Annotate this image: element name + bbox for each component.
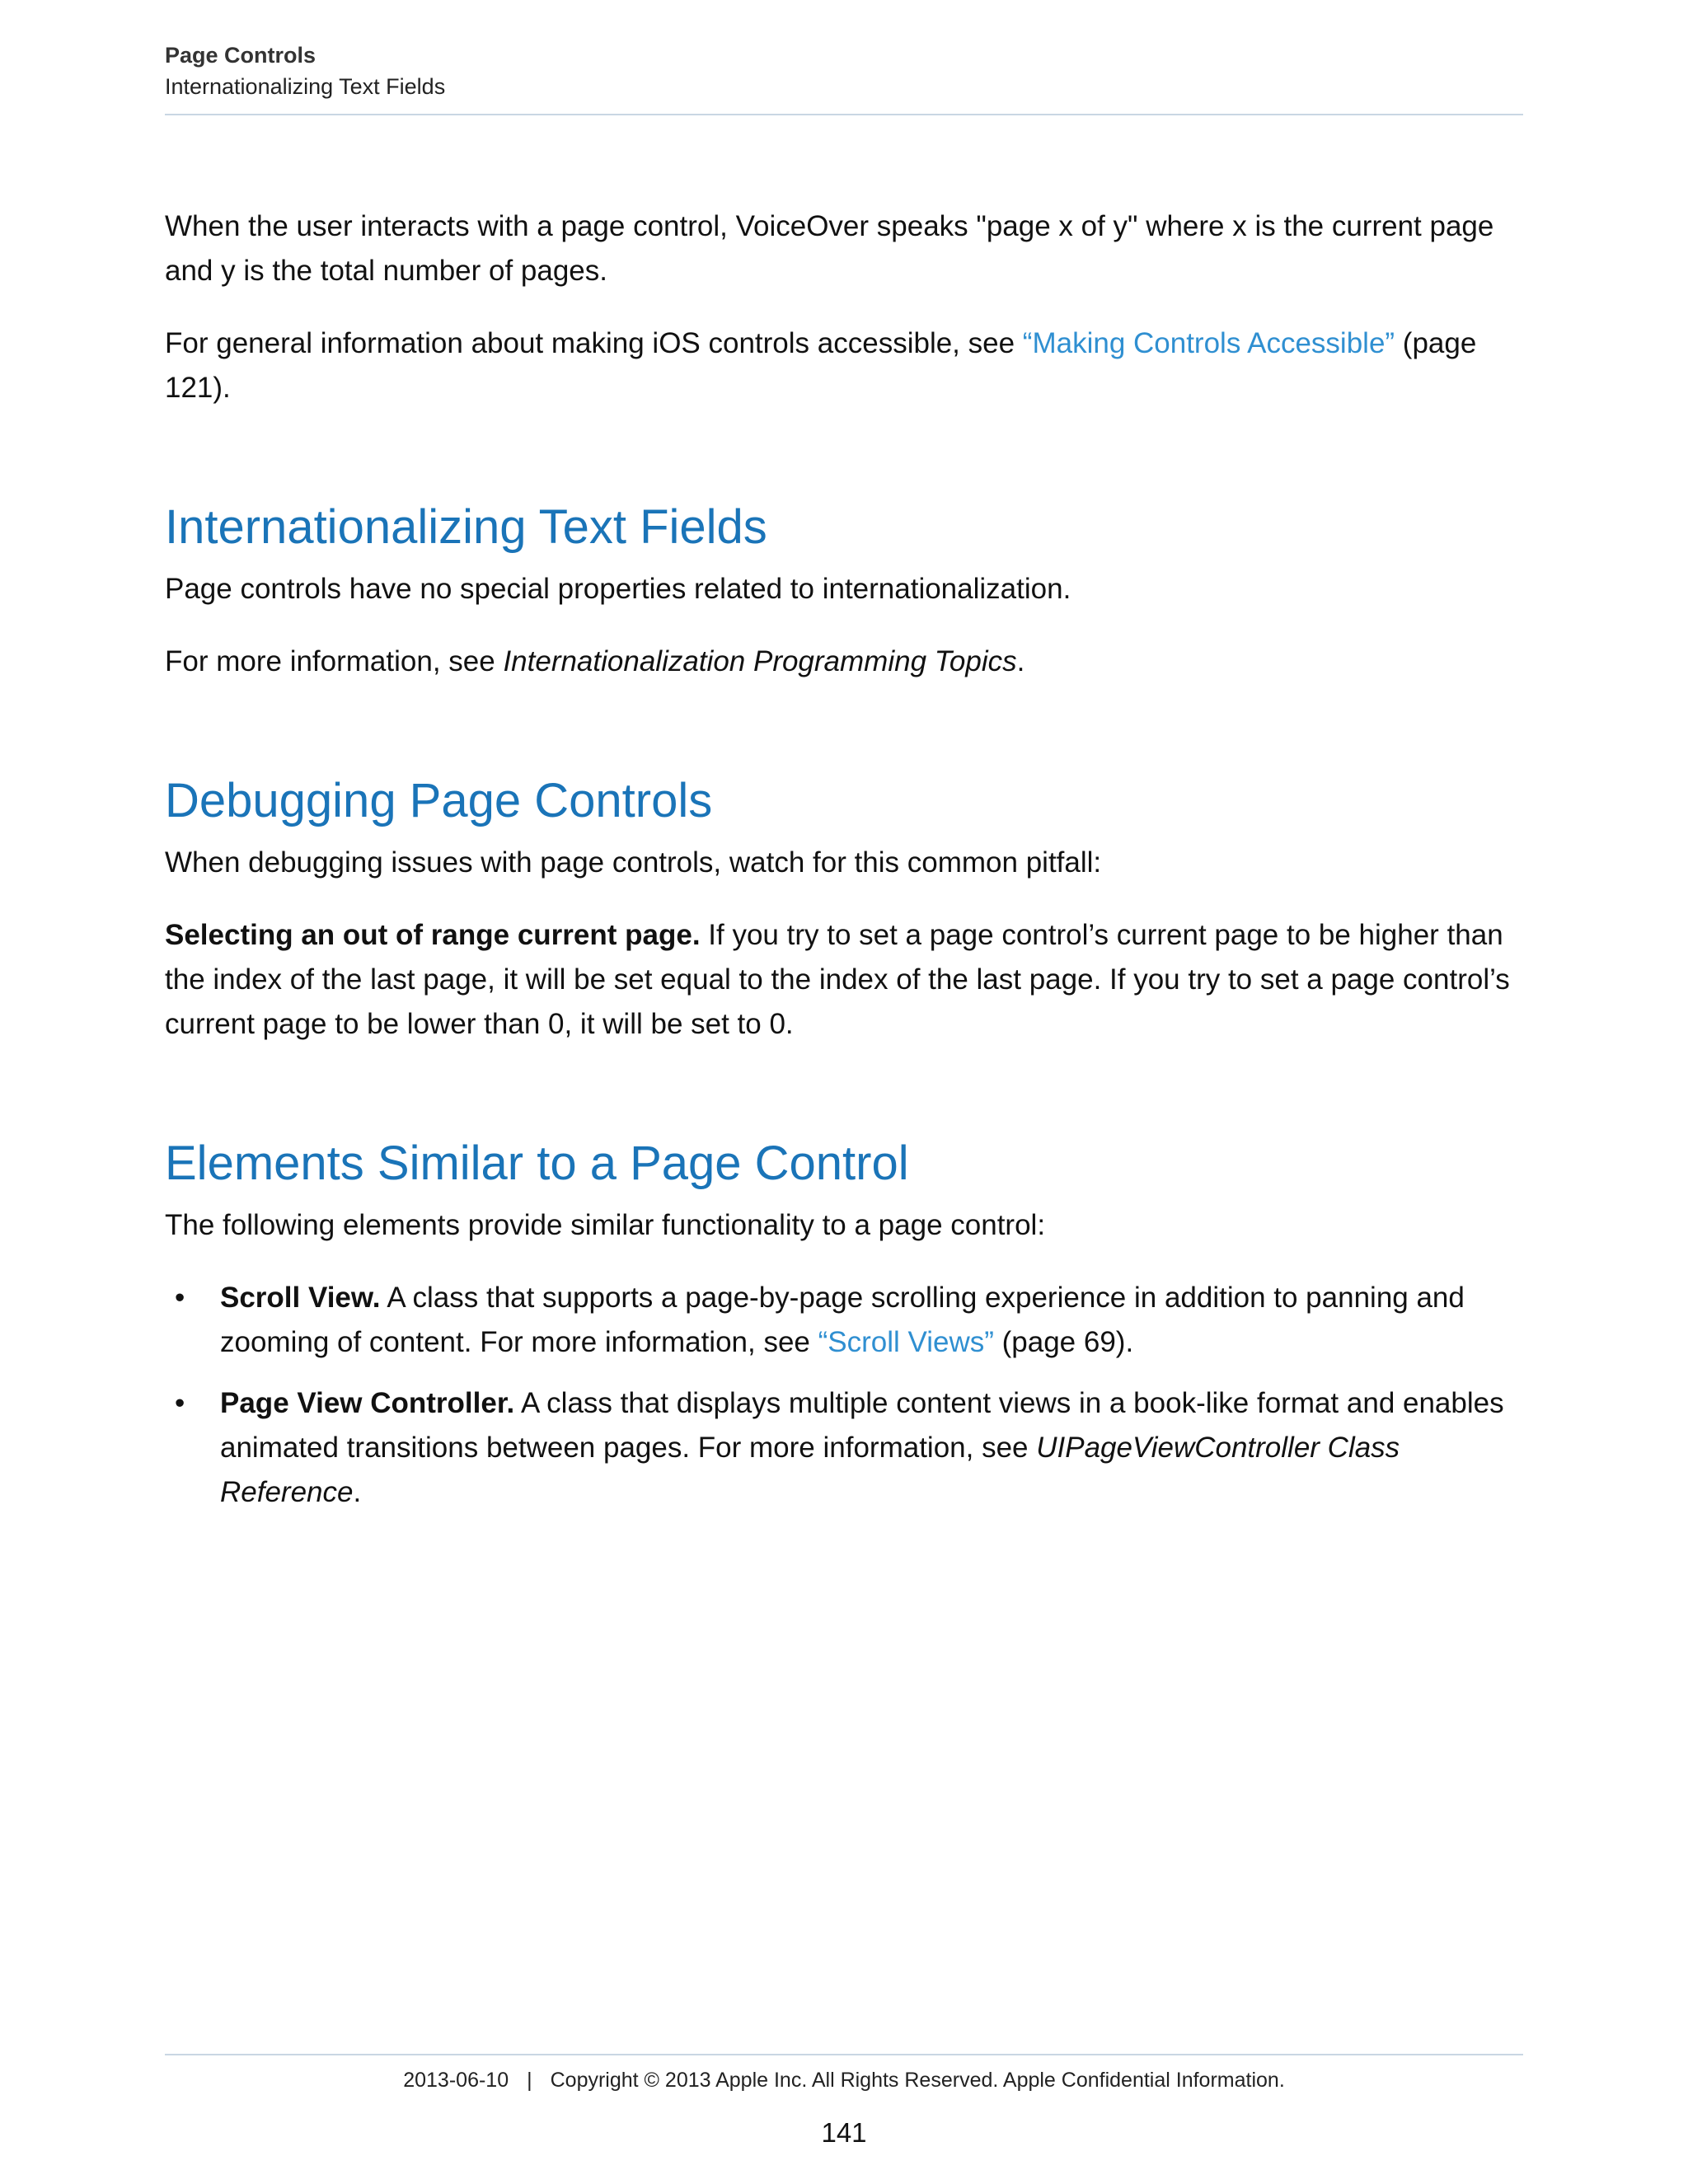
page-view-controller-text: A class that displays multiple content views in a book-like format and enables animated transitions between pages. For more information, see — [220, 1387, 1504, 1464]
more-info-period: . — [1016, 645, 1025, 677]
bullet-icon: • — [175, 1282, 185, 1314]
section-debugging — [165, 771, 1523, 1047]
section-internationalizing — [165, 498, 1523, 684]
scroll-views-link[interactable]: “Scroll Views” — [818, 1326, 994, 1358]
footer-separator: | — [527, 2069, 532, 2092]
internationalizing-heading: Internationalizing Text Fields — [165, 500, 767, 554]
scroll-view-text: A class that supports a page-by-page scrolling experience in addition to panning and zooming of content. For more information, see — [220, 1282, 1465, 1358]
internationalizing-paragraph: Page controls have no special properties related to internationalization. — [165, 573, 1071, 605]
intro-text-before-link: For general information about making iOS controls accessible, see — [165, 327, 1023, 359]
list-item-scroll-view — [165, 1276, 1523, 1365]
section-similar-elements — [165, 1134, 1523, 1515]
making-controls-accessible-link[interactable]: “Making Controls Accessible” — [1022, 327, 1395, 359]
intro-paragraph-accessibility — [165, 321, 1523, 410]
page-header — [165, 40, 1523, 102]
page-number: 141 — [821, 2117, 867, 2148]
similar-elements-list — [165, 1276, 1523, 1515]
more-info-text: For more information, see — [165, 645, 504, 677]
similar-elements-heading: Elements Similar to a Page Control — [165, 1137, 909, 1190]
header-chapter-title: Page Controls — [165, 43, 316, 68]
scroll-view-title: Scroll View. — [220, 1282, 381, 1314]
page-view-controller-title: Page View Controller. — [220, 1387, 515, 1419]
debugging-intro: When debugging issues with page controls, watch for this common pitfall: — [165, 846, 1102, 879]
bullet-icon: • — [175, 1387, 185, 1419]
intro-text-after-link: (page 121). — [165, 327, 1477, 404]
debugging-pitfall — [165, 913, 1523, 1047]
footer — [165, 2065, 1523, 2095]
pitfall-text: If you try to set a page control’s current page to be higher than the index of the last page, it will be set equal to the index of the last page. If you try to set a page control’s current page to be lower than 0, it will be set to 0. — [165, 919, 1510, 1040]
footer-divider — [165, 2054, 1523, 2055]
uipageviewcontroller-reference-title: UIPageViewController Class Reference — [220, 1432, 1400, 1508]
page-content — [165, 204, 1523, 1531]
page-view-controller-period: . — [353, 1476, 362, 1508]
list-item-page-view-controller — [165, 1381, 1523, 1515]
debugging-heading: Debugging Page Controls — [165, 774, 713, 827]
internationalizing-more-info — [165, 640, 1523, 684]
header-divider — [165, 114, 1523, 115]
pitfall-title: Selecting an out of range current page. — [165, 919, 701, 951]
footer-copyright: Copyright © 2013 Apple Inc. All Rights Reserved. Apple Confidential Information. — [550, 2069, 1285, 2092]
header-section-title: Internationalizing Text Fields — [165, 74, 446, 99]
internationalization-topics-title: Internationalization Programming Topics — [503, 645, 1017, 677]
footer-date: 2013-06-10 — [403, 2069, 509, 2092]
similar-elements-intro: The following elements provide similar functionality to a page control: — [165, 1209, 1046, 1241]
intro-paragraph-voiceover: When the user interacts with a page control, VoiceOver speaks "page x of y" where x is the current page and y is the total number of pages. — [165, 210, 1494, 287]
scroll-view-page-ref: (page 69). — [993, 1326, 1134, 1358]
